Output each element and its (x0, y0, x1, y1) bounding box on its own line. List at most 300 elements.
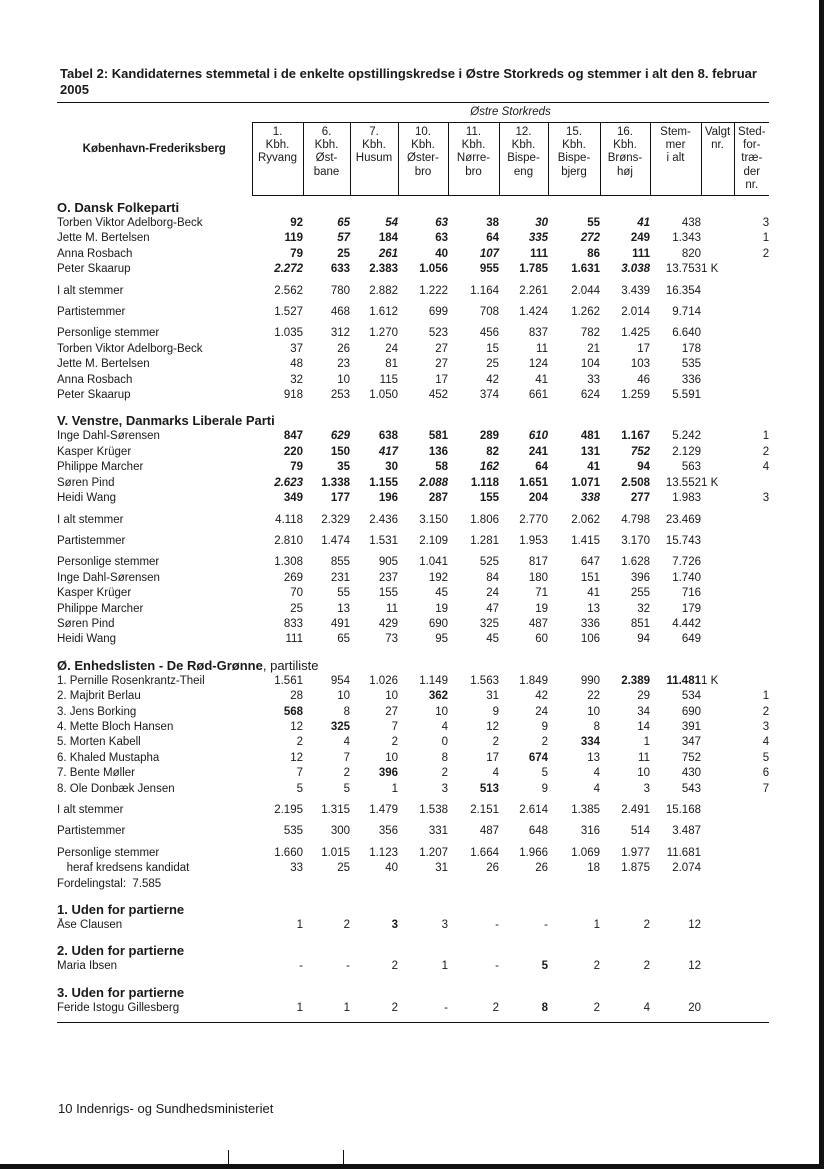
candidate-name: Søren Pind (57, 476, 115, 489)
substitute-cell (734, 549, 769, 570)
district-votes-cell: 5 (343, 782, 350, 795)
total-votes-cell: 7.726 (672, 556, 701, 569)
district-votes-cell: 42 (486, 373, 499, 386)
district-votes-cell: 4 (441, 720, 448, 733)
substitute-cell: 2 (762, 445, 770, 458)
column-header (303, 123, 350, 196)
district-votes-cell: 429 (378, 617, 398, 630)
candidate-row (57, 216, 769, 231)
total-votes-cell: 535 (681, 358, 701, 371)
substitute-cell (734, 262, 769, 277)
elected-cell (701, 1001, 734, 1016)
elected-cell (701, 877, 734, 892)
district-votes-cell: 417 (378, 445, 398, 458)
candidate-row (57, 357, 769, 372)
district-votes-cell: 2.195 (274, 804, 303, 817)
total-votes-cell: 20 (688, 1001, 701, 1014)
district-votes-cell: 79 (290, 247, 303, 260)
column-header-line: Øst- (315, 152, 338, 165)
district-votes-cell: 11 (386, 602, 398, 615)
district-votes-cell: 124 (528, 358, 548, 371)
substitute-cell (734, 632, 769, 647)
district-votes-cell: 1.259 (621, 389, 650, 402)
elected-cell (701, 231, 734, 246)
district-votes-cell: 2 (541, 736, 548, 749)
total-votes-cell: 438 (681, 217, 701, 230)
district-votes-cell: 4 (643, 1001, 650, 1014)
party-suffix: , partiliste (262, 657, 319, 673)
district-votes-cell: 15 (486, 342, 499, 355)
total-votes-cell: 12 (688, 960, 701, 973)
candidate-row (57, 705, 769, 720)
district-votes-cell: 10 (435, 705, 448, 718)
district-votes-cell: 55 (587, 217, 600, 230)
district-votes-cell: 456 (479, 327, 499, 340)
column-header (448, 123, 499, 196)
district-votes-cell: 26 (535, 862, 548, 875)
district-votes-cell: 1.262 (571, 306, 600, 319)
district-votes-cell: 4.118 (275, 513, 303, 526)
district-votes-cell: 30 (385, 461, 398, 474)
table-bottom-rule (57, 1016, 769, 1023)
column-header-line: 6. (321, 126, 332, 138)
district-votes-cell: 55 (337, 587, 350, 600)
district-votes-cell: 1.167 (621, 430, 650, 443)
district-votes-cell: 10 (385, 690, 398, 703)
district-votes-cell: 1.123 (369, 846, 398, 859)
total-votes-cell: 1.343 (672, 232, 701, 245)
district-votes-cell: 95 (435, 633, 448, 646)
district-votes-cell: 25 (337, 862, 350, 875)
summary-label: I alt stemmer (57, 513, 124, 526)
candidate-name: Heidi Wang (57, 492, 117, 505)
district-votes-cell: 331 (428, 825, 448, 838)
summary-row (57, 528, 769, 549)
district-votes-cell: 1.118 (470, 476, 499, 489)
district-votes-cell (448, 877, 499, 892)
district-votes-cell: 325 (479, 617, 499, 630)
column-header-line: mer (665, 139, 686, 152)
substitute-cell (734, 320, 769, 341)
party-heading (57, 654, 769, 674)
district-votes-cell: 94 (637, 461, 650, 474)
district-votes-cell: 136 (428, 445, 448, 458)
district-votes-cell: 107 (479, 247, 499, 260)
column-header-line: Stem- (660, 126, 691, 138)
district-votes-cell: 2.770 (519, 513, 548, 526)
summary-row (57, 278, 769, 299)
district-votes-cell: 220 (283, 445, 303, 458)
column-header (600, 123, 650, 196)
district-votes-cell: 1 (441, 960, 448, 973)
district-votes-cell: 12 (290, 751, 303, 764)
elected-cell (701, 342, 734, 357)
district-votes-cell: 13 (337, 602, 350, 615)
substitute-cell (734, 818, 769, 839)
district-votes-cell: 833 (283, 617, 303, 630)
district-votes-cell: 40 (435, 247, 448, 260)
district-votes-cell: 3 (441, 782, 448, 795)
summary-row (57, 818, 769, 839)
substitute-cell (734, 507, 769, 528)
district-votes-cell: 150 (330, 445, 350, 458)
district-votes-cell: 73 (385, 633, 398, 646)
district-votes-cell: 1.875 (621, 862, 650, 875)
district-votes-cell: 3 (391, 919, 398, 932)
candidate-row (57, 766, 769, 781)
total-votes-cell: 1.740 (672, 571, 701, 584)
district-votes-cell: 42 (535, 690, 548, 703)
district-votes-cell: 780 (330, 284, 350, 297)
district-votes-cell: 1.806 (470, 513, 499, 526)
column-header-line: for- (743, 139, 761, 152)
district-votes-cell: 63 (435, 232, 448, 245)
district-votes-cell: 525 (479, 556, 499, 569)
district-votes-cell: 5 (541, 767, 548, 780)
district-votes-cell: - (544, 919, 548, 932)
total-votes-cell: 543 (681, 782, 701, 795)
district-votes-cell: 71 (535, 587, 548, 600)
district-votes-cell: 65 (337, 217, 350, 230)
district-votes-cell: 4 (593, 767, 600, 780)
column-header-line: Bispe- (507, 152, 540, 165)
district-votes-cell: 513 (479, 782, 499, 795)
column-header-line: Brøns- (607, 152, 643, 165)
district-votes-cell: 2 (593, 960, 600, 973)
district-votes-cell: 2.109 (419, 534, 448, 547)
district-votes-cell: 1 (296, 919, 303, 932)
district-votes-cell: 1 (593, 919, 600, 932)
district-votes-cell: 535 (283, 825, 303, 838)
district-votes-cell: 13 (587, 602, 600, 615)
district-votes-cell: 1.561 (274, 674, 303, 687)
district-votes-cell: 335 (528, 232, 548, 245)
district-votes-cell: 26 (337, 342, 350, 355)
district-votes-cell: 2.088 (419, 476, 448, 489)
district-votes-cell: 277 (630, 492, 650, 505)
district-votes-cell: 362 (428, 690, 448, 703)
district-votes-cell: 316 (580, 825, 600, 838)
district-votes-cell: 19 (535, 602, 548, 615)
district-votes-cell: 24 (486, 587, 499, 600)
district-votes-cell: 27 (435, 358, 448, 371)
district-votes-cell: 1.660 (274, 846, 303, 859)
district-votes-cell: 131 (580, 445, 600, 458)
candidate-row (57, 445, 769, 460)
district-votes-cell: 2.044 (571, 284, 600, 297)
district-votes-cell: 1 (391, 782, 398, 795)
total-votes-cell: 820 (681, 247, 701, 260)
district-votes-cell: 514 (630, 825, 650, 838)
total-votes-cell: 15.168 (665, 804, 701, 817)
candidate-row (57, 632, 769, 647)
party-name: V. Venstre, Danmarks Liberale Parti (57, 413, 275, 429)
district-votes-cell: 7 (296, 767, 303, 780)
summary-label: Partistemmer (57, 534, 126, 547)
district-votes-cell: 162 (479, 461, 499, 474)
district-votes-cell: 629 (330, 430, 350, 443)
column-header-line: Bispe- (557, 152, 591, 165)
district-votes-cell: 2.882 (369, 284, 398, 297)
total-votes-cell: 13.753 (665, 263, 701, 276)
district-votes-cell: 1.338 (321, 476, 350, 489)
candidate-name: 5. Morten Kabell (57, 736, 141, 749)
district-votes-cell: 33 (290, 862, 303, 875)
elected-cell (701, 507, 734, 528)
district-votes-cell: 487 (528, 617, 548, 630)
candidate-row (57, 342, 769, 357)
district-votes-cell: 396 (630, 571, 650, 584)
substitute-cell (734, 586, 769, 601)
district-votes-cell: 1.479 (369, 804, 398, 817)
column-header (252, 123, 303, 196)
candidate-name: Inge Dahl-Sørensen (57, 430, 160, 443)
district-votes-cell: 2.272 (274, 263, 303, 276)
substitute-cell (734, 1001, 769, 1016)
district-votes-cell: 610 (528, 430, 548, 443)
district-votes-cell: 648 (528, 825, 548, 838)
district-votes-cell: 312 (330, 327, 350, 340)
district-votes-cell: 104 (580, 358, 600, 371)
district-votes-cell: 21 (587, 342, 600, 355)
district-votes-cell: 64 (535, 461, 548, 474)
district-votes-cell: 272 (580, 232, 600, 245)
district-votes-cell: 8 (441, 751, 448, 764)
summary-row (57, 797, 769, 818)
district-votes-cell: 289 (479, 430, 499, 443)
column-header-line: træ- (741, 152, 763, 165)
district-votes-cell: 84 (486, 571, 499, 584)
district-votes-cell: 41 (587, 587, 600, 600)
district-votes-cell: 3.150 (419, 513, 448, 526)
district-votes-cell: 92 (290, 217, 303, 230)
district-votes-cell: 10 (337, 373, 350, 386)
district-votes-cell: 2.389 (621, 674, 650, 687)
candidate-row (57, 674, 769, 689)
district-votes-cell: 60 (535, 633, 548, 646)
district-votes-cell: 300 (330, 825, 350, 838)
district-votes-cell: 31 (435, 862, 448, 875)
total-votes-cell: 2.129 (672, 445, 701, 458)
district-votes-cell: 1.785 (519, 263, 548, 276)
candidate-name: 3. Jens Borking (57, 705, 137, 718)
district-votes-cell: 325 (330, 720, 350, 733)
district-votes-cell: 106 (580, 633, 600, 646)
district-votes-cell: 2 (391, 960, 398, 973)
elected-cell (701, 602, 734, 617)
column-header-line: Kbh. (562, 139, 586, 152)
total-votes-cell: 11.681 (666, 846, 701, 859)
total-votes-cell: 16.354 (665, 284, 701, 297)
total-votes-cell: 15.743 (665, 534, 701, 547)
elected-cell (701, 571, 734, 586)
district-votes-cell: 905 (378, 556, 398, 569)
total-votes-cell: 5.591 (672, 389, 701, 402)
district-votes-cell: 253 (330, 389, 350, 402)
district-votes-cell: 1.425 (621, 327, 650, 340)
party-heading (57, 981, 769, 1001)
column-header-line: Kbh. (511, 139, 536, 152)
elected-cell (701, 549, 734, 570)
district-votes-cell: 349 (283, 492, 303, 505)
candidate-name: Peter Skaarup (57, 263, 131, 276)
district-votes-cell: 452 (428, 389, 448, 402)
district-votes-cell: 1.953 (519, 534, 548, 547)
district-votes-cell: 1.628 (621, 556, 650, 569)
district-votes-cell: 24 (385, 342, 398, 355)
candidate-name: Åse Clausen (57, 919, 123, 932)
district-votes-cell: 356 (378, 825, 398, 838)
candidate-name: 4. Mette Bloch Hansen (57, 720, 174, 733)
total-votes-cell: 752 (681, 751, 701, 764)
district-votes-cell: 249 (630, 232, 650, 245)
candidate-row (57, 751, 769, 766)
district-votes-cell: 1.538 (419, 804, 448, 817)
district-votes-cell: 1.977 (621, 846, 650, 859)
total-votes-cell: 179 (681, 602, 701, 615)
district-votes-cell: 855 (330, 556, 350, 569)
elected-cell (701, 959, 734, 974)
candidate-row (57, 617, 769, 632)
district-votes-cell: 241 (528, 445, 548, 458)
party-heading (57, 939, 769, 959)
district-votes-cell: 8 (593, 720, 600, 733)
substitute-cell (734, 674, 769, 689)
party-name: 1. Uden for partierne (57, 902, 185, 918)
page-edge-bottom (0, 1164, 824, 1169)
district-votes-cell: 1.069 (571, 846, 600, 859)
district-votes-cell: 48 (290, 358, 303, 371)
district-votes-cell: 12 (290, 720, 303, 733)
candidate-row (57, 429, 769, 444)
substitute-cell (734, 571, 769, 586)
total-votes-cell: 336 (681, 373, 701, 386)
page-edge-right (819, 0, 824, 1169)
district-votes-cell: 58 (435, 461, 448, 474)
district-votes-cell: 45 (486, 633, 499, 646)
party-heading-row (57, 981, 769, 1001)
substitute-cell (734, 388, 769, 403)
column-header-line: 16. (617, 126, 633, 138)
district-votes-cell: 38 (486, 217, 499, 230)
district-votes-cell: 1.071 (571, 476, 600, 489)
candidate-row (57, 262, 769, 277)
district-votes-cell (350, 877, 398, 892)
total-votes-cell: 690 (681, 705, 701, 718)
district-votes-cell: 32 (637, 602, 650, 615)
total-votes-cell: 6.640 (672, 327, 701, 340)
column-header-line: eng (513, 165, 534, 178)
district-votes-cell: 581 (428, 430, 448, 443)
district-votes-cell: 86 (587, 247, 600, 260)
district-votes-cell: 1.385 (571, 804, 600, 817)
elected-cell (701, 840, 734, 861)
candidate-row (57, 388, 769, 403)
candidate-name: 7. Bente Møller (57, 767, 135, 780)
district-votes-cell: 2.014 (621, 306, 650, 319)
district-votes-cell: 31 (486, 690, 499, 703)
district-votes-cell: 638 (378, 430, 398, 443)
candidate-row (57, 959, 769, 974)
total-votes-cell: 716 (681, 587, 701, 600)
candidate-row (57, 231, 769, 246)
district-votes-cell: 0 (441, 736, 448, 749)
district-votes-cell: 1 (643, 736, 650, 749)
district-votes-cell: 2 (441, 767, 448, 780)
district-votes-cell (398, 877, 448, 892)
total-votes-cell: 11.481 (666, 674, 701, 687)
substitute-cell (734, 918, 769, 933)
district-votes-cell: 28 (290, 690, 303, 703)
district-votes-cell: 33 (587, 373, 600, 386)
district-votes-cell: - (346, 960, 350, 973)
column-header-line: Sted- (738, 126, 766, 138)
candidate-row (57, 861, 769, 876)
total-votes-cell: 649 (681, 633, 701, 646)
elected-cell (701, 766, 734, 781)
district-votes-cell: 1.849 (519, 674, 548, 687)
region-label: København-Frederiksberg (57, 103, 252, 196)
district-votes-cell: 2.062 (571, 513, 600, 526)
district-votes-cell: 1.966 (519, 846, 548, 859)
cut-mark (343, 1150, 344, 1169)
district-votes-cell: 1.474 (321, 534, 350, 547)
district-votes-cell: 65 (337, 633, 350, 646)
substitute-cell (734, 357, 769, 372)
district-votes-cell: 184 (378, 232, 398, 245)
elected-cell (701, 782, 734, 797)
district-votes-cell: 2 (343, 767, 350, 780)
party-heading-row (57, 939, 769, 959)
summary-label: I alt stemmer (57, 804, 124, 817)
total-votes-cell: 5.242 (672, 430, 701, 443)
district-votes-cell: 237 (378, 571, 398, 584)
district-votes-cell (499, 877, 548, 892)
party-name: O. Dansk Folkeparti (57, 200, 180, 216)
district-votes-cell: 1.035 (274, 327, 303, 340)
district-votes-cell: 1.563 (470, 674, 499, 687)
column-header-line: bane (313, 165, 340, 178)
district-votes-cell: 27 (385, 705, 398, 718)
column-header-line: nr. (745, 178, 759, 191)
district-votes-cell (252, 877, 303, 892)
column-header-line: 11. (465, 126, 482, 138)
results-table (57, 102, 769, 1023)
district-votes-cell: 1.651 (519, 476, 548, 489)
district-votes-cell: 9 (541, 782, 548, 795)
column-header (701, 123, 734, 196)
district-votes-cell: 14 (637, 720, 650, 733)
column-header (350, 123, 398, 196)
district-votes-cell: 2 (492, 1001, 499, 1014)
candidate-name: Inge Dahl-Sørensen (57, 571, 160, 584)
substitute-cell: 7 (762, 782, 770, 795)
candidate-name: Torben Viktor Adelborg-Beck (57, 342, 203, 355)
summary-row (57, 840, 769, 861)
district-votes-cell: 1.041 (419, 556, 448, 569)
candidate-row (57, 373, 769, 388)
substitute-cell (734, 528, 769, 549)
substitute-cell (734, 797, 769, 818)
district-votes-cell: 1.026 (369, 674, 398, 687)
district-votes-cell: 1.207 (419, 846, 448, 859)
district-votes-cell (548, 877, 600, 892)
district-votes-cell: 8 (541, 1001, 548, 1014)
candidate-row (57, 586, 769, 601)
district-votes-cell: 17 (435, 373, 448, 386)
candidate-name: Kasper Krüger (57, 587, 132, 600)
district-votes-cell: 3 (441, 919, 448, 932)
